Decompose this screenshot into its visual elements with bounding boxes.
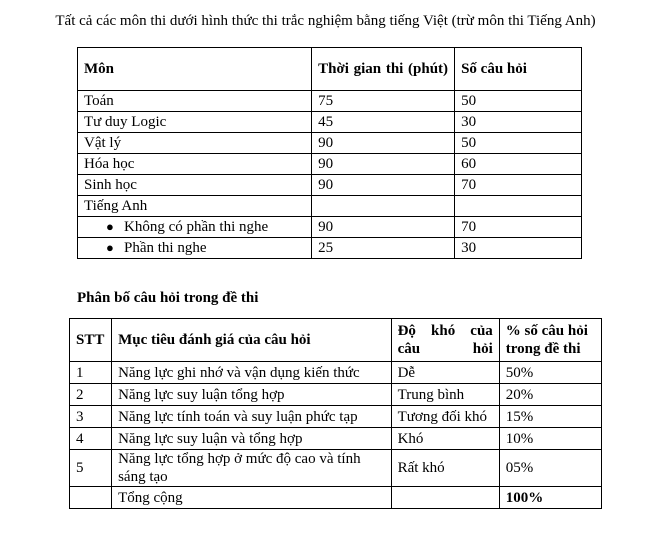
difficulty-cell: Khó: [391, 428, 499, 450]
time-cell: 90: [312, 217, 455, 238]
stt-cell: 4: [70, 428, 112, 450]
time-cell: [312, 196, 455, 217]
subject-label: Không có phần thi nghe: [124, 219, 269, 235]
time-cell: 25: [312, 238, 455, 259]
header-goal: Mục tiêu đánh giá của câu hỏi: [112, 319, 392, 362]
time-cell: 45: [312, 112, 455, 133]
table-row: [78, 112, 582, 133]
bullet-icon: ●: [106, 240, 114, 255]
difficulty-cell: Trung bình: [391, 384, 499, 406]
goal-cell: Năng lực suy luận tổng hợp: [112, 384, 392, 406]
subject-cell: Tư duy Logic: [78, 112, 312, 133]
total-row: [70, 487, 602, 509]
question-distribution-table: [69, 318, 602, 509]
subject-cell: [78, 217, 312, 238]
goal-cell: Năng lực tổng hợp ở mức độ cao và tính sáng tạo: [112, 450, 392, 487]
percent-cell: 15%: [499, 406, 601, 428]
stt-cell: 2: [70, 384, 112, 406]
time-cell: 90: [312, 154, 455, 175]
percent-cell: 10%: [499, 428, 601, 450]
header-difficulty: Độ khó của câu hỏi: [391, 319, 499, 362]
table-row: [78, 154, 582, 175]
questions-cell: 50: [455, 133, 582, 154]
table-row: [70, 362, 602, 384]
percent-cell: 20%: [499, 384, 601, 406]
stt-cell: 3: [70, 406, 112, 428]
subject-cell: Hóa học: [78, 154, 312, 175]
stt-cell: 5: [70, 450, 112, 487]
section-title: Phân bố câu hỏi trong đề thi: [77, 290, 259, 306]
table-row: [70, 450, 602, 487]
intro-text: Tất cả các môn thi dưới hình thức thi trắc nghiệm bằng tiếng Việt (trừ môn thi Tiếng Anh): [55, 13, 596, 29]
table-row: [70, 384, 602, 406]
table-row: [78, 238, 582, 259]
table-row: [70, 406, 602, 428]
subject-cell: [78, 238, 312, 259]
table-row: [78, 91, 582, 112]
subject-cell: Tiếng Anh: [78, 196, 312, 217]
table-row: [78, 133, 582, 154]
goal-cell: Năng lực suy luận và tổng hợp: [112, 428, 392, 450]
table-row: [78, 196, 582, 217]
stt-cell: 1: [70, 362, 112, 384]
difficulty-cell: Rất khó: [391, 450, 499, 487]
exam-time-table: [77, 47, 582, 259]
questions-cell: [455, 196, 582, 217]
stt-cell: [70, 487, 112, 509]
questions-cell: 70: [455, 217, 582, 238]
header-time: Thời gian thi (phút): [312, 48, 455, 91]
table-row: [70, 428, 602, 450]
questions-cell: 30: [455, 112, 582, 133]
questions-cell: 60: [455, 154, 582, 175]
time-cell: 90: [312, 175, 455, 196]
header-percent: % số câu hỏi trong đề thi: [499, 319, 601, 362]
table-header-row: [70, 319, 602, 362]
subject-cell: Sinh học: [78, 175, 312, 196]
time-cell: 90: [312, 133, 455, 154]
percent-cell: 50%: [499, 362, 601, 384]
header-subject: Môn: [78, 48, 312, 91]
total-value: 100%: [499, 487, 601, 509]
header-questions: Số câu hỏi: [455, 48, 582, 91]
questions-cell: 50: [455, 91, 582, 112]
goal-cell: Năng lực tính toán và suy luận phức tạp: [112, 406, 392, 428]
table-header-row: [78, 48, 582, 91]
questions-cell: 30: [455, 238, 582, 259]
subject-cell: Vật lý: [78, 133, 312, 154]
difficulty-cell: [391, 487, 499, 509]
difficulty-cell: Dễ: [391, 362, 499, 384]
questions-cell: 70: [455, 175, 582, 196]
subject-cell: Toán: [78, 91, 312, 112]
time-cell: 75: [312, 91, 455, 112]
table-row: [78, 175, 582, 196]
subject-label: Phần thi nghe: [124, 240, 207, 256]
percent-cell: 05%: [499, 450, 601, 487]
difficulty-cell: Tương đối khó: [391, 406, 499, 428]
total-label: Tổng cộng: [112, 487, 392, 509]
goal-cell: Năng lực ghi nhớ và vận dụng kiến thức: [112, 362, 392, 384]
bullet-icon: ●: [106, 219, 114, 234]
table-row: [78, 217, 582, 238]
header-stt: STT: [70, 319, 112, 362]
